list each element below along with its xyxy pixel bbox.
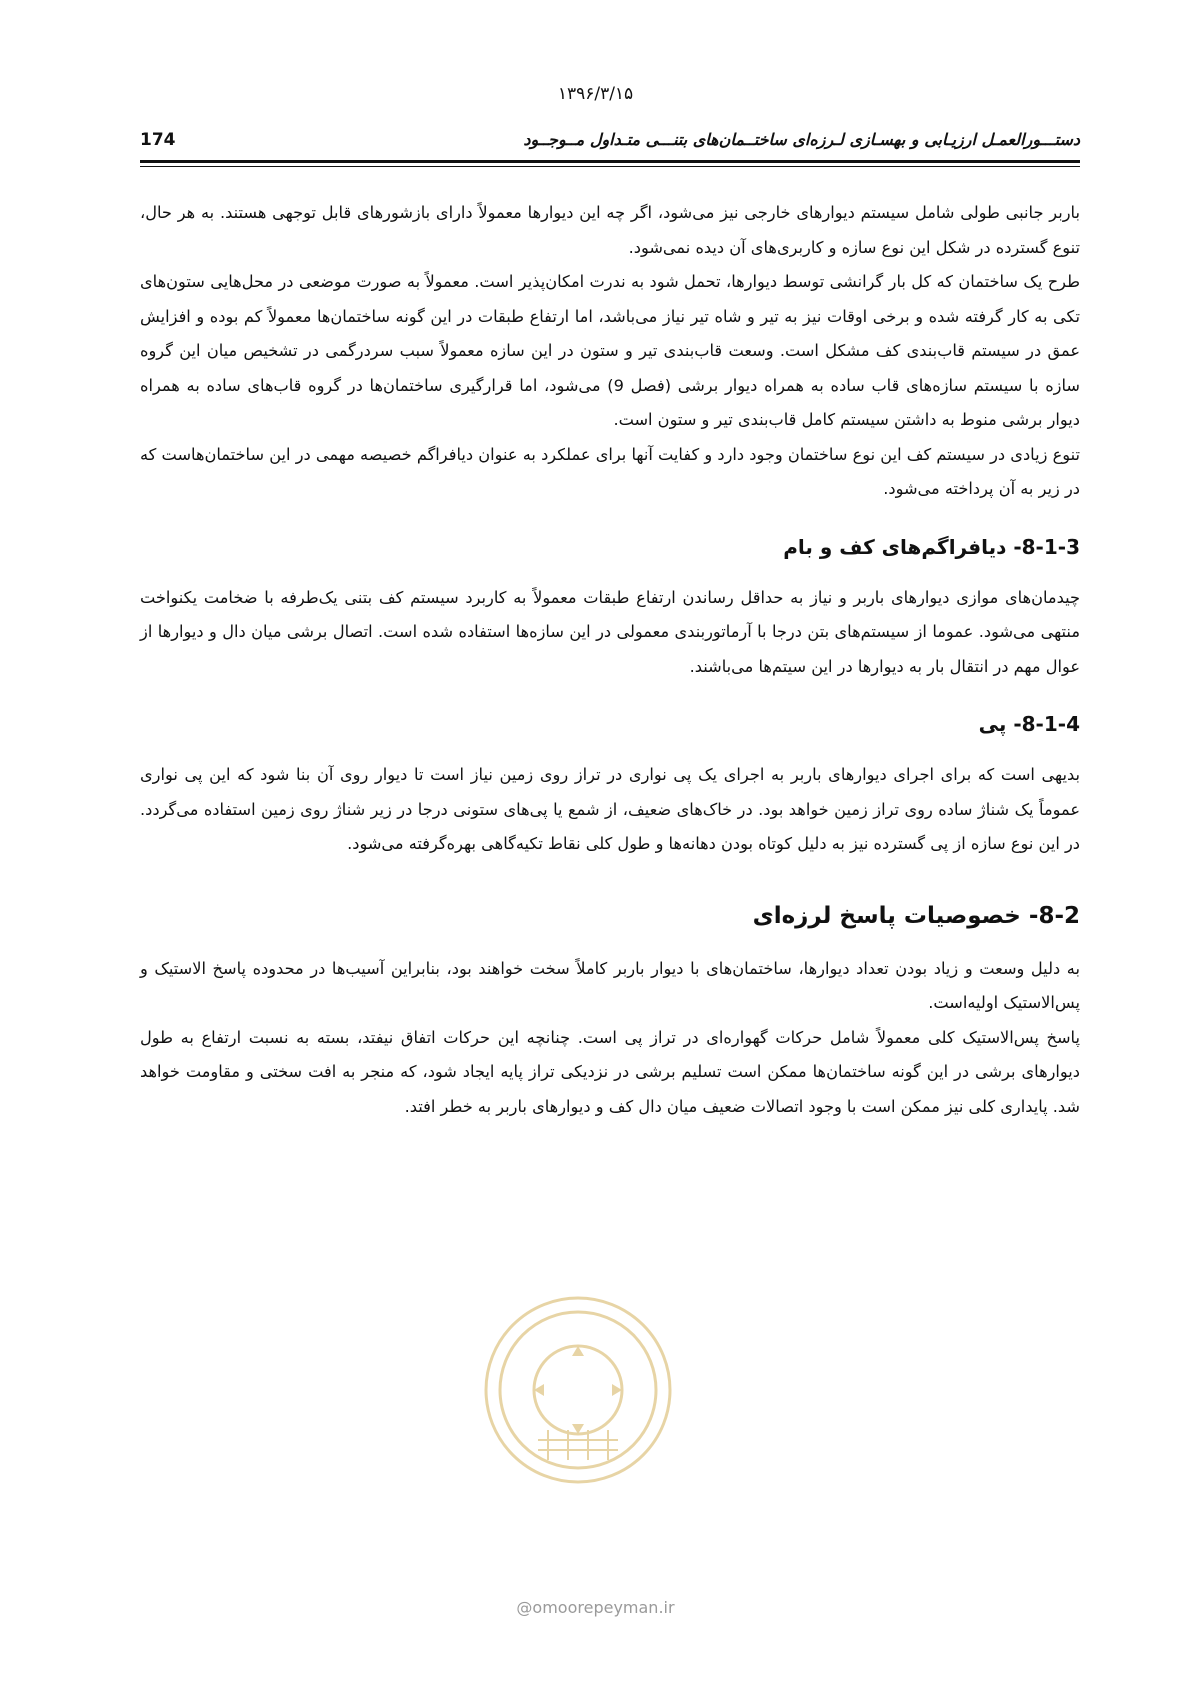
header-rule-thick: [140, 160, 1080, 163]
header-rule-thin: [140, 166, 1080, 167]
page-number: 174: [140, 130, 176, 150]
section-heading-8-1-3: 8-1-3- دیافراگم‌های کف و بام: [783, 534, 1080, 559]
paragraph: بدیهی است که برای اجرای دیوارهای باربر به اجرای یک پی نواری در تراز روی زمین نیاز است تا دیوار روی آن بنا شود که این پی نواری عموماً یک شناژ ساده روی تراز زمین خواهد بود. در خاک‌های ضعیف، از شمع یا پی‌های ستونی درجا در زیر شناژ روی زمین استفاده می‌گردد. در این نوع سازه از پی گسترده نیز به دلیل کوتاه بودن دهانه‌ها و طول کلی نقاط تکیه‌گاهی بهره‌گرفته می‌شود.: [140, 765, 1080, 853]
page-header: [140, 120, 1080, 164]
paragraph: تنوع زیادی در سیستم کف این نوع ساختمان وجود دارد و کفایت آنها برای عملکرد به عنوان دیافراگم خصیصه مهمی در این ساختمان‌هاست که در زیر به آن پرداخته می‌شود.: [140, 444, 1080, 498]
section-heading-8-1-4: 8-1-4- پی: [978, 712, 1080, 736]
page-body: [140, 196, 1080, 1124]
paragraph: به دلیل وسعت و زیاد بودن تعداد دیوارها، ساختمان‌های با دیوار باربر کاملاً سخت خواهند بود، بنابراین آسیب‌ها در محدوده پاسخ الاستیک و پس‌الاستیک اولیه‌است.: [140, 958, 1080, 1012]
document-date: ۱۳۹۶/۳/۱۵: [557, 84, 634, 104]
paragraph: چیدمان‌های موازی دیوارهای باربر و نیاز به حداقل رساندن ارتفاع طبقات معمولاً به کاربرد سیستم کف بتنی یک‌طرفه با ضخامت یکنواخت منتهی می‌شود. عموما از سیستم‌های بتن درجا با آرماتوربندی معمولی در این سازه‌ها استفاده شده است. اتصال برشی میان دال و دیوارها از عوال مهم در انتقال بار به دیوارها در این سیتم‌ها می‌باشند.: [140, 587, 1080, 676]
paragraph: باربر جانبی طولی شامل سیستم دیوارهای خارجی نیز می‌شود، اگر چه این دیوارها معمولاً دارای بازشورهای قابل توجهی هستند. به هر حال، تنوع گسترده در شکل این نوع سازه و کاربری‌های آن دیده نمی‌شود.: [140, 203, 1080, 257]
paragraph: طرح یک ساختمان که کل بار گرانشی توسط دیوارها، تحمل شود به ندرت امکان‌پذیر است. معمولاً به صورت موضعی در محل‌هایی ستون‌های تکی به کار گرفته شده و برخی اوقات نیز به تیر و شاه تیر نیاز می‌باشد، اما ارتفاع طبقات در این گونه ساختمان‌ها معمولاً کم بوده و افزایش عمق در سیستم قاب‌بندی کف مشکل است. وسعت قاب‌بندی تیر و ستون در این سازه معمولاً سبب سردرگمی در تشخیص میان این گروه سازه با سیستم سازه‌های قاب ساده به همراه دیوار برشی (فصل 9) می‌شود، اما قرارگیری ساختمان‌ها در گروه قاب‌های ساده به همراه دیوار برشی منوط به داشتن سیستم کامل قاب‌بندی تیر و ستون است.: [140, 272, 1080, 429]
paragraph: پاسخ پس‌الاستیک کلی معمولاً شامل حرکات گهواره‌ای در تراز پی است. چنانچه این حرکات اتفاق نیفتد، بسته به نسبت ارتفاع به طول دیوارهای برشی در این گونه ساختمان‌ها ممکن است تسلیم برشی در نزدیکی تراز پایه ایجاد شود، که منجر به افت سختی و مقاومت خواهد شد. پایداری کلی نیز ممکن است با وجود اتصالات ضعیف میان دال کف و دیوارهای باربر به خطر افتد.: [140, 1027, 1080, 1116]
watermark-url: @omoorepeyman.ir: [516, 1598, 675, 1617]
header-title: دستـــورالعمـل ارزیـابی و بهسـازی لـرزه‌ای ساختــمان‌های بتنـــی متـداول مــوجــود: [523, 130, 1080, 149]
watermark-seal-icon: [478, 1290, 678, 1490]
section-heading-8-2: 8-2- خصوصیات پاسخ لرزه‌ای: [752, 902, 1080, 929]
